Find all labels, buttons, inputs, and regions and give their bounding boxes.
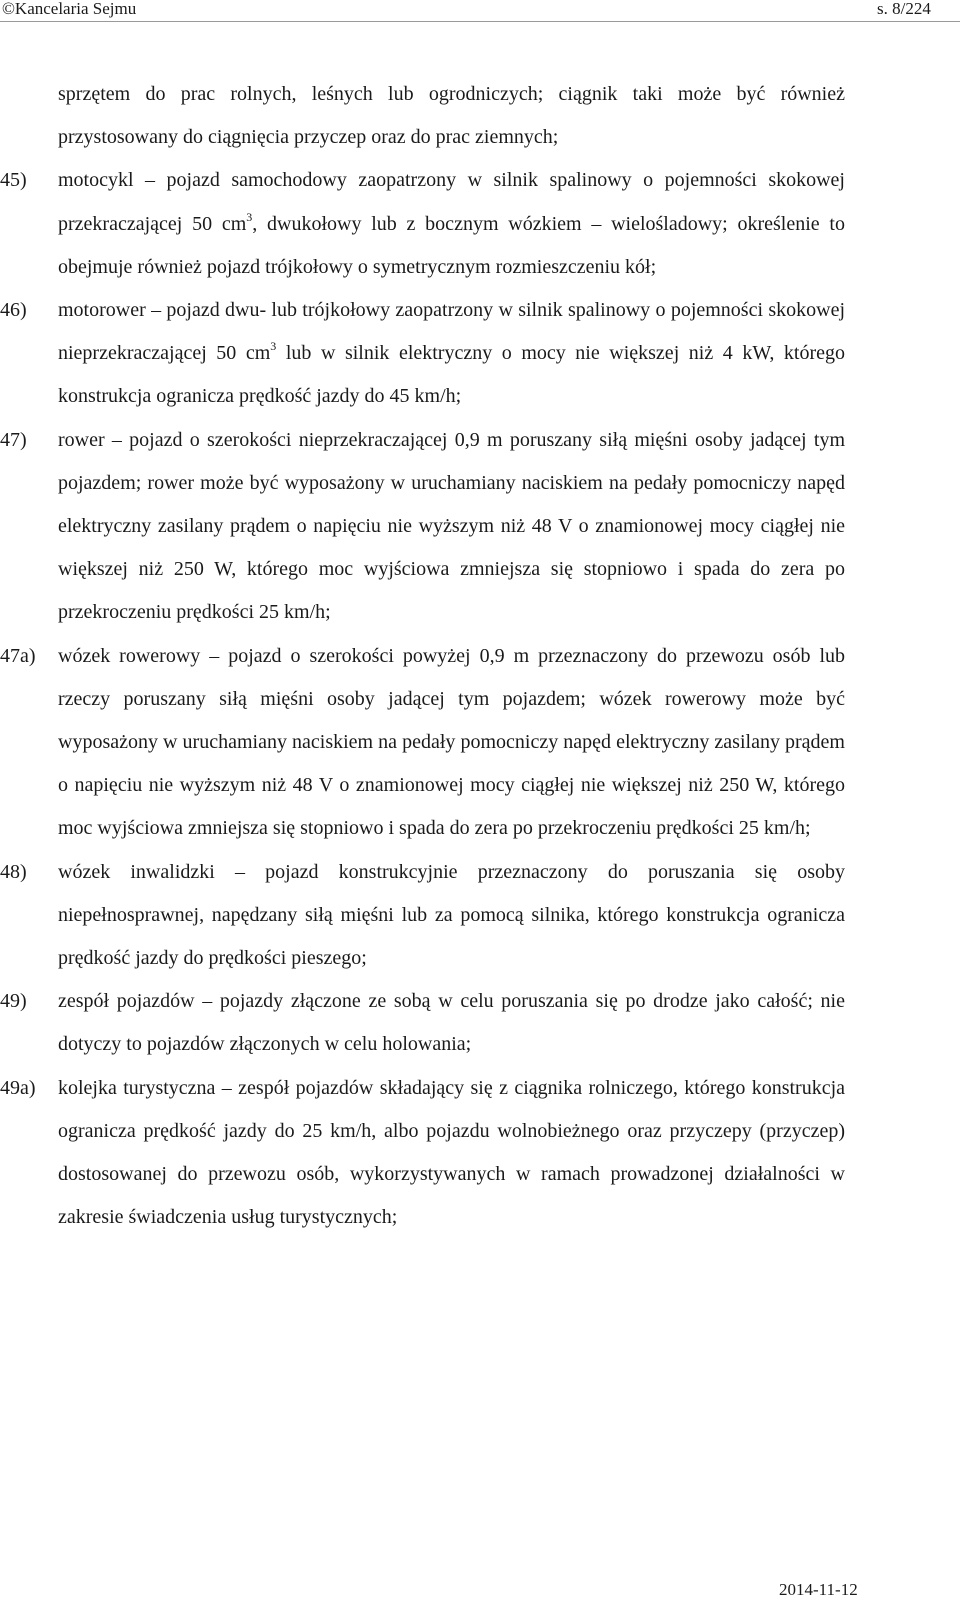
superscript: 3	[246, 209, 253, 224]
item-text: rower – pojazd o szerokości nieprzekraczającej 0,9 m poruszany siłą mięśni osoby jadącej tym pojazdem; rower może być wyposażony w uruchamiany naciskiem na pedały pomocniczy napęd elektryczny zasilany prądem o napięciu nie wyższym niż 48 V o znamionowej mocy ciągłej nie większej niż 250 W, którego moc wyjściowa zmniejsza się stopniowo i spada do zera po przekroczeniu prędkości 25 km/h;	[58, 428, 845, 624]
item-number: 49)	[0, 990, 27, 1013]
footer-date: 2014-11-12	[779, 1580, 858, 1599]
item-text-continued: , dwukołowy lub z bocznym wózkiem – wielośladowy; określenie to obejmuje również pojazd trójkołowy o symetrycznym rozmieszczeniu kół;	[58, 212, 845, 278]
item-text: motorower – pojazd dwu- lub trójkołowy zaopatrzony w silnik spalinowy o pojemności skokowej nieprzekraczającej 50 cm	[58, 299, 845, 365]
item-number: 47a)	[0, 644, 36, 667]
item-text-continued: lub w silnik elektryczny o mocy nie większej niż 4 kW, którego konstrukcja ogranicza prędkość jazdy do 45 km/h;	[58, 342, 845, 408]
item-number: 46)	[0, 299, 27, 322]
superscript: 3	[270, 339, 277, 354]
item-text: motocykl – pojazd samochodowy zaopatrzony w silnik spalinowy o pojemności skokowej przekraczającej 50 cm	[58, 169, 845, 235]
header-divider	[0, 21, 960, 22]
item-text: kolejka turystyczna – zespół pojazdów składający się z ciągnika rolniczego, którego konstrukcja ogranicza prędkość jazdy do 25 km/h, albo pojazdu wolnobieżnego oraz przyczepy (przyczep) dostosowanej do przewozu osób, wykorzystywanych w ramach prowadzonej działalności w zakresie świadczenia usług turystycznych;	[58, 1076, 845, 1229]
item-number: 49a)	[0, 1076, 36, 1099]
continuation-paragraph: sprzętem do prac rolnych, leśnych lub ogrodniczych; ciągnik taki może być również przystosowany do ciągnięcia przyczep oraz do prac ziemnych;	[58, 83, 845, 149]
item-text: zespół pojazdów – pojazdy złączone ze sobą w celu poruszania się po drodze jako całość; nie dotyczy to pojazdów złączonych w celu holowania;	[58, 990, 845, 1056]
document-body	[0, 73, 960, 1239]
definition-item-47a	[0, 635, 845, 851]
definition-item-47	[0, 419, 845, 635]
item-number: 45)	[0, 169, 27, 192]
copyright-notice: ©Kancelaria Sejmu	[2, 0, 137, 18]
definition-item-45	[0, 159, 845, 289]
page-number: s. 8/224	[877, 0, 931, 18]
item-number: 47)	[0, 428, 27, 451]
definition-item-46	[0, 289, 845, 419]
definition-item-49	[0, 980, 845, 1066]
item-text: wózek rowerowy – pojazd o szerokości powyżej 0,9 m przeznaczony do przewozu osób lub rzeczy poruszany siłą mięśni osoby jadącej tym pojazdem; wózek rowerowy może być wyposażony w uruchamiany naciskiem na pedały pomocniczy napęd elektryczny zasilany prądem o napięciu nie wyższym niż 48 V o znamionowej mocy ciągłej nie większej niż 250 W, którego moc wyjściowa zmniejsza się stopniowo i spada do zera po przekroczeniu prędkości 25 km/h;	[58, 644, 845, 840]
item-number: 48)	[0, 860, 27, 883]
definition-item-48	[0, 851, 845, 981]
item-text: wózek inwalidzki – pojazd konstrukcyjnie przeznaczony do poruszania się osoby niepełnosprawnej, napędzany siłą mięśni lub za pomocą silnika, którego konstrukcja ogranicza prędkość jazdy do prędkości pieszego;	[58, 860, 845, 970]
definition-item-49a	[0, 1067, 845, 1240]
